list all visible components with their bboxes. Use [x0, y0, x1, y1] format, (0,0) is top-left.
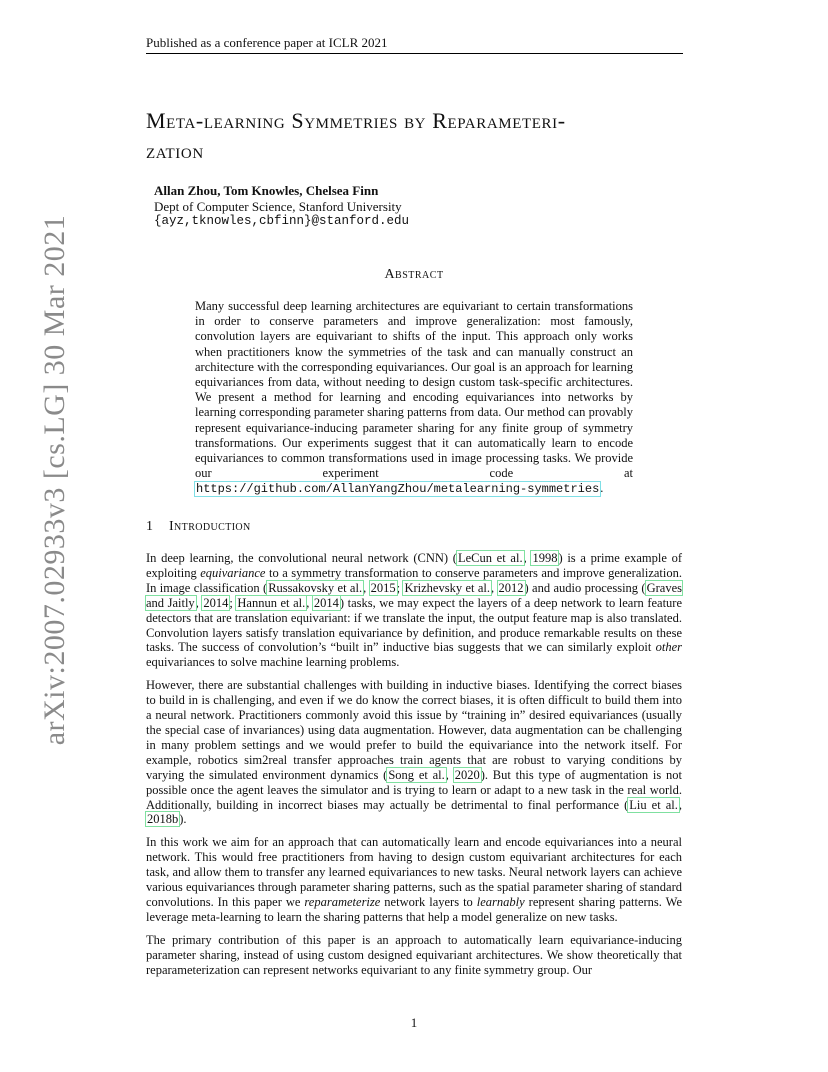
- paragraph-4: [146, 933, 682, 978]
- citation-russakovsky[interactable]: Russakovsky et al.: [268, 580, 363, 595]
- abstract-text: Many successful deep learning architectures are equivariant to certain transformations in order to conserve parameters and improve generalization: most famously, convolution layers are equivariant to shifts of the input. This approach only works when practitioners know the symmetries of the task and can manually construct an architecture with the corresponding equivariances. Our goal is an approach for learning equivariances from data, without needing to design custom task-specific architectures. We present a method for learning and encoding equivariances into networks by learning corresponding parameter sharing patterns from data. Our method can provably represent equivariance-inducing parameter sharing for any finite group of symmetry transformations. Our experiments suggest that it can automatically learn to encode equivariances to common transformations used in image processing tasks. We provide our experiment code at: [195, 299, 633, 481]
- section-heading: [146, 519, 251, 535]
- citation-liu[interactable]: Liu et al.: [629, 797, 678, 812]
- citation-song-year[interactable]: 2020: [454, 767, 480, 782]
- running-header: Published as a conference paper at ICLR 2021: [146, 35, 388, 50]
- text: ).: [179, 812, 187, 827]
- citation-lecun-year[interactable]: 1998: [532, 551, 558, 565]
- citation-graves-year[interactable]: 2014: [203, 595, 229, 610]
- citation-krizhevsky[interactable]: Krizhevsky et al.: [404, 580, 490, 595]
- citation-krizhevsky-year[interactable]: 2012: [498, 580, 524, 595]
- paper-title: [146, 106, 706, 166]
- text: ,: [363, 580, 370, 595]
- text: ) and audio processing (: [524, 580, 646, 595]
- citation-liu-year[interactable]: 2018b: [147, 812, 179, 827]
- section-title: Introduction: [169, 519, 251, 534]
- title-line-2: zation: [146, 138, 204, 163]
- paragraph-2: [146, 678, 682, 827]
- paragraph-3: [146, 835, 682, 924]
- abstract-block: [195, 299, 633, 498]
- text: ) is a prime example of exploiting: [146, 551, 682, 580]
- emphasis-learnably: learnably: [476, 894, 525, 909]
- abstract-heading: Abstract: [384, 267, 444, 282]
- arxiv-side-stamp: arXiv:2007.02933v3 [cs.LG] 30 Mar 2021: [38, 214, 71, 746]
- section-number: 1: [146, 519, 153, 534]
- header-rule: [146, 53, 683, 54]
- text: represent sharing patterns. We leverage meta-learning to learn the sharing patterns that help a model generalize on new tasks.: [146, 894, 683, 924]
- page-number: 1: [410, 1015, 418, 1030]
- text: ;: [229, 595, 237, 610]
- citation-lecun[interactable]: LeCun et al.: [457, 551, 523, 565]
- code-url-link[interactable]: https://github.com/AllanYangZhou/metalearning-symmetries: [196, 482, 600, 497]
- abstract-end: .: [600, 481, 604, 496]
- text: network layers to: [380, 894, 477, 909]
- text: ,: [195, 595, 203, 610]
- text: In this work we aim for an approach that can automatically learn and encode equivariances into a neural network. This would free practitioners from having to design custom equivariant architectures for each task, and allow them to transfer any learned equivariances to new tasks. Neural network layers can achieve various equivariances through parameter sharing patterns, such as the spatial parameter sharing of standard convolutions. In this paper we: [146, 835, 682, 909]
- citation-hannun-year[interactable]: 2014: [313, 595, 339, 610]
- author-list: Allan Zhou, Tom Knowles, Chelsea Finn: [154, 183, 379, 198]
- text: ). But this type of augmentation is not possible once the agent leaves the simulator and is trying to learn or adapt to a new task in the real world. Additionally, building in incorrect biases may actually be detrimental to final performance (: [146, 767, 682, 812]
- citation-graves[interactable]: Graves and Jaitly: [146, 580, 683, 610]
- text: to a symmetry transformation to conserve parameters and improve generalization. In image classification (: [146, 565, 682, 595]
- text: ,: [678, 797, 683, 812]
- citation-russakovsky-year[interactable]: 2015: [370, 580, 396, 595]
- emphasis-other: other: [655, 640, 682, 655]
- text: ,: [306, 595, 313, 610]
- text: ;: [396, 580, 404, 595]
- text: However, there are substantial challenges with building in inductive biases. Identifying the correct biases to build in is challenging, and even if we do know the correct biases, it is often difficult to build them into a neural network. Practitioners commonly avoid this issue by “training in” desired equivariances (usually the special case of invariances) using data augmentation. However, data augmentation can be challenging in many problem settings and we would prefer to build the equivariance into the network itself. For example, robotics sim2real transfer approaches train agents that are robust to varying conditions by varying the simulated environment dynamics (: [146, 678, 682, 782]
- author-email: {ayz,tknowles,cbfinn}@stanford.edu: [154, 214, 410, 228]
- paragraph-1: [146, 551, 682, 670]
- text: ,: [491, 580, 498, 595]
- body-text: [146, 551, 682, 985]
- emphasis-reparameterize: reparameterize: [304, 894, 381, 909]
- emphasis-equivariance: equivariance: [200, 565, 266, 580]
- text: In deep learning, the convolutional neural network (CNN) (: [146, 551, 457, 565]
- affiliation: Dept of Computer Science, Stanford University: [154, 199, 402, 214]
- text: ,: [523, 551, 532, 565]
- text: The primary contribution of this paper is an approach to automatically learn equivariance-inducing parameter sharing, instead of using custom designed equivariant architectures. We show theoretically that reparameterization can represent networks equivariant to any finite symmetry group. Our: [146, 932, 682, 977]
- text: ) tasks, we may expect the layers of a deep network to learn feature detectors that are translation equivariant: if we translate the input, the output feature map is also translated. Convolution layers satisfy translation equivariance by definition, and produce remarkable results on these tasks. The success of convolution’s “built in” inductive bias suggests that we can similarly exploit: [146, 595, 683, 655]
- abstract-paragraph: [195, 299, 633, 498]
- citation-hannun[interactable]: Hannun et al.: [237, 595, 306, 610]
- text: ,: [445, 767, 454, 782]
- title-line-1: Meta-learning Symmetries by Reparameteri-: [146, 108, 566, 133]
- citation-song[interactable]: Song et al.: [388, 767, 445, 782]
- text: equivariances to solve machine learning problems.: [146, 655, 400, 670]
